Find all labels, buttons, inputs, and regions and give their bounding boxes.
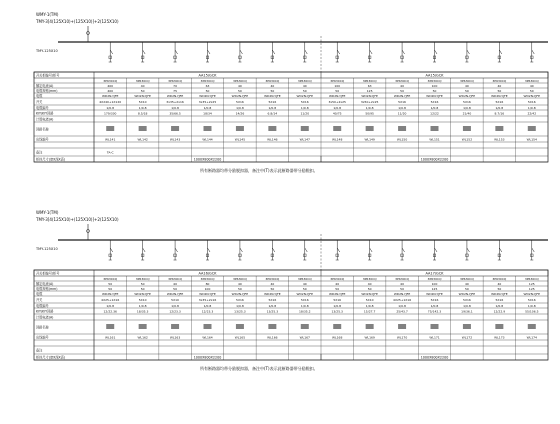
table-cell: 100 bbox=[431, 281, 438, 286]
cabinet-group-label: AA16/GCK bbox=[198, 271, 217, 276]
table-cell: WD2N-YJFE bbox=[426, 291, 443, 296]
table-cell: WD2N-YJFE bbox=[361, 291, 378, 296]
table-cell: 1/0.8 bbox=[398, 303, 406, 308]
table-cell: 50 bbox=[205, 88, 210, 93]
table-cell: 50 bbox=[238, 88, 242, 93]
row-label: 柜体尺寸(宽X深X高) bbox=[36, 355, 66, 360]
table-cell: 40 bbox=[529, 83, 534, 88]
table-cell: 8.5/18 bbox=[137, 111, 148, 116]
table-cell: 40 bbox=[173, 281, 177, 286]
table-cell: 3P630CQ bbox=[395, 276, 410, 281]
table-cell: 3P630CQ bbox=[524, 78, 539, 83]
table-cell: 3P630CQ bbox=[427, 78, 442, 83]
table-cell: 5X16 bbox=[268, 99, 277, 104]
row-label: 电缆规格(mm) bbox=[36, 88, 58, 93]
table-cell: 50 bbox=[108, 286, 113, 291]
table-cell: 25/43.7 bbox=[396, 309, 408, 314]
table-cell: 100 bbox=[431, 83, 438, 88]
table-cell: 5X16 bbox=[495, 297, 504, 302]
table-cell: WL162 bbox=[137, 335, 148, 340]
table-cell: 3x50+2x25 bbox=[360, 99, 379, 104]
cabinet-dimensions: 1000X800X2200 bbox=[420, 355, 449, 360]
table-cell: 12/23.3 bbox=[201, 309, 214, 314]
table-cell: 40 bbox=[465, 83, 469, 88]
table-cell: 5X10 bbox=[138, 99, 147, 104]
table-cell: WD2N-YJFE bbox=[361, 93, 378, 98]
table-cell: 75/142.3 bbox=[427, 309, 442, 314]
table-cell: WL145 bbox=[234, 137, 246, 142]
row-label: 出线编号 bbox=[36, 335, 49, 340]
row-label: 备注 bbox=[36, 348, 43, 353]
table-cell: 50 bbox=[140, 281, 145, 286]
bus-label-left: TMY-125X10 bbox=[36, 49, 58, 53]
table-cell: WL171 bbox=[429, 335, 440, 340]
table-cell: 1/0.8 bbox=[333, 303, 342, 308]
table-cell: 1/0.8 bbox=[463, 303, 471, 308]
row-label: 开关柜编号/柜号 bbox=[36, 73, 60, 78]
table-cell: 1/0.8 bbox=[171, 105, 179, 110]
table-cell: 1/0.8 bbox=[365, 303, 374, 308]
table-cell: 1/0.8 bbox=[398, 105, 406, 110]
table-cell: WL142 bbox=[137, 137, 148, 142]
cabinet-dimensions: 1000X800X2200 bbox=[193, 355, 222, 360]
table-cell: 40 bbox=[497, 281, 502, 286]
table-cell: 50 bbox=[335, 286, 340, 291]
load-symbol bbox=[268, 324, 276, 329]
table-cell: 3P630CQ bbox=[330, 78, 345, 83]
load-symbol bbox=[431, 126, 439, 131]
table-cell: WD2N-YJFE bbox=[393, 291, 411, 296]
table-cell: WD2N-YJFE bbox=[231, 291, 249, 296]
table-cell: 3P630CQ bbox=[200, 276, 215, 281]
table-cell: 1/0.8 bbox=[300, 105, 309, 110]
table-cell: 50 bbox=[529, 88, 534, 93]
table-cell: 5X16 bbox=[463, 99, 471, 104]
table-cell: 3P630CQ bbox=[395, 78, 410, 83]
table-cell: 3P630CQ bbox=[330, 276, 345, 281]
table-cell: 1/0.8 bbox=[495, 303, 504, 308]
row-label: 开关柜编号/柜号 bbox=[36, 271, 60, 276]
table-cell: 40 bbox=[335, 281, 340, 286]
table-cell: WL167 bbox=[299, 335, 310, 340]
table-cell: WD2N-YJFE bbox=[166, 291, 184, 296]
load-symbol bbox=[236, 324, 244, 329]
table-cell: 15/27.7 bbox=[363, 309, 376, 314]
table-cell: 5X16 bbox=[268, 297, 277, 302]
row-label: 计算电流(A) bbox=[36, 315, 54, 320]
table-cell: 55/106.5 bbox=[525, 309, 539, 314]
row-label: 出线编号 bbox=[36, 137, 49, 142]
table-cell: 125 bbox=[366, 88, 373, 93]
table-cell: WD2N-YJFE bbox=[101, 291, 119, 296]
table-cell: 50 bbox=[270, 88, 275, 93]
table-cell: 100 bbox=[204, 286, 211, 291]
table-cell: WD2N-YJFE bbox=[458, 291, 476, 296]
table-cell: 3P630CQ bbox=[297, 78, 312, 83]
table-cell: 3P630CQ bbox=[135, 78, 150, 83]
table-cell: 40 bbox=[270, 281, 275, 286]
row-label: 电缆 bbox=[36, 291, 43, 296]
table-cell: 50/95 bbox=[365, 111, 374, 116]
table-cell: 1/0.8 bbox=[495, 105, 504, 110]
table-cell: 40 bbox=[497, 83, 502, 88]
bus-spec: TMY-3[4(125X10)+(125X10)]+2(125X10) bbox=[36, 217, 119, 222]
table-cell: 50 bbox=[335, 88, 340, 93]
table-cell: 50 bbox=[270, 286, 275, 291]
table-cell: 3P630CQ bbox=[297, 276, 312, 281]
table-cell: WD2N-YJFE bbox=[134, 291, 151, 296]
table-cell: 5X16 bbox=[236, 297, 244, 302]
table-cell: WD2N-YJFE bbox=[393, 93, 411, 98]
table-cell: 40 bbox=[238, 281, 242, 286]
table-cell: 21/40 bbox=[462, 111, 472, 116]
table-cell: 5X16 bbox=[398, 99, 406, 104]
table-cell: 400 bbox=[107, 83, 114, 88]
table-cell: 35/66.5 bbox=[169, 111, 181, 116]
table-cell: 125 bbox=[528, 286, 535, 291]
table-cell: 13/25.3 bbox=[331, 309, 343, 314]
table-cell: 1/0.8 bbox=[430, 105, 439, 110]
table-cell: 11/20 bbox=[300, 111, 310, 116]
table-cell: 1/0.8 bbox=[430, 303, 439, 308]
row-label: KIY/KIY回路 bbox=[36, 111, 54, 116]
table-cell: WL152 bbox=[461, 137, 473, 142]
row-label: 额定电流(A) bbox=[36, 281, 54, 286]
load-symbol bbox=[268, 126, 276, 131]
load-symbol bbox=[495, 324, 503, 329]
load-symbol bbox=[139, 324, 147, 329]
table-cell: 3P630CQ bbox=[168, 276, 183, 281]
table-cell: WL169 bbox=[364, 335, 375, 340]
table-cell: 3P630CQ bbox=[135, 276, 150, 281]
row-label: 回路名称 bbox=[36, 127, 49, 132]
table-cell: 100 bbox=[334, 83, 341, 88]
table-cell: 3P630CQ bbox=[492, 276, 507, 281]
table-cell: 8.7/16 bbox=[494, 111, 505, 116]
table-cell: 40 bbox=[400, 281, 404, 286]
table-cell: 4X25+1X16 bbox=[393, 297, 412, 302]
load-symbol bbox=[528, 324, 536, 329]
table-cell: WD2N-YJFE bbox=[134, 93, 151, 98]
table-cell: 40 bbox=[270, 83, 275, 88]
table-cell: 3P630CQ bbox=[168, 78, 183, 83]
row-label: 计算电流(A) bbox=[36, 117, 54, 122]
table-cell: 3P630CQ bbox=[459, 276, 474, 281]
table-cell: WL166 bbox=[267, 335, 278, 340]
row-label: KIY/KIY回路 bbox=[36, 309, 54, 314]
table-cell: WL172 bbox=[461, 335, 473, 340]
table-cell: 70 bbox=[173, 83, 177, 88]
table-cell: WL150 bbox=[396, 137, 408, 142]
table-cell: 5X10 bbox=[365, 297, 374, 302]
table-cell: WD2N-YJFE bbox=[101, 93, 119, 98]
table-cell: 40 bbox=[140, 83, 145, 88]
table-cell: WD2N-YJFE bbox=[231, 93, 249, 98]
load-symbol bbox=[528, 126, 536, 131]
table-cell: 1/0.8 bbox=[106, 105, 115, 110]
table-cell: 3P630CQ bbox=[524, 276, 539, 281]
table-cell: 12/22.9 bbox=[493, 309, 506, 314]
table-cell: WD2N-YJFE bbox=[491, 93, 508, 98]
table-cell: 50 bbox=[238, 286, 242, 291]
table-cell: 3P630CQ bbox=[362, 276, 377, 281]
cabinet-group-label: AA17/GCK bbox=[425, 271, 444, 276]
load-symbol bbox=[463, 126, 471, 131]
table-cell: 1/0.8 bbox=[527, 105, 536, 110]
table-cell: 1/0.8 bbox=[138, 105, 147, 110]
row-label: 电缆编号 bbox=[36, 303, 49, 308]
table-cell: 400 bbox=[107, 88, 114, 93]
load-symbol bbox=[106, 324, 114, 329]
bus-spec: TMY-3[4(125X10)+(125X10)]+2(125X10) bbox=[36, 19, 119, 24]
table-cell: 1/0.8 bbox=[300, 303, 309, 308]
table-cell: WD2N-YJFE bbox=[264, 291, 281, 296]
table-cell: WL146 bbox=[267, 137, 278, 142]
table-cell: 5X16 bbox=[527, 99, 536, 104]
table-cell: WD2N-YJFE bbox=[166, 93, 184, 98]
table-cell: 3x35+2x25 bbox=[198, 99, 217, 104]
table-cell: 179/330 bbox=[103, 111, 117, 116]
row-label: 电缆 bbox=[36, 93, 43, 98]
load-symbol bbox=[333, 324, 341, 329]
table-cell: WL147 bbox=[299, 137, 310, 142]
load-symbol bbox=[463, 324, 471, 329]
table-cell: 11/20 bbox=[397, 111, 407, 116]
table-cell: 1/0.8 bbox=[268, 105, 277, 110]
load-symbol bbox=[333, 126, 341, 131]
table-cell: 5X16 bbox=[527, 297, 536, 302]
table-cell: 40 bbox=[302, 83, 307, 88]
table-cell: WD2N-YJFE bbox=[296, 93, 314, 98]
table-cell: 5X16 bbox=[463, 297, 471, 302]
table-cell: 125 bbox=[528, 281, 535, 286]
table-cell: WD2N-YJFE bbox=[491, 291, 508, 296]
table-cell: 22/42 bbox=[527, 111, 537, 116]
table-cell: 5X16 bbox=[430, 297, 439, 302]
table-cell: WD2N-YJFE bbox=[523, 291, 541, 296]
cabinet-dimensions: 1000X800X2200 bbox=[193, 157, 222, 162]
drawing-note: 所有断路器均带分励脱扣器，备注中(T)表示此断路器带分励脱扣。 bbox=[200, 366, 318, 371]
table-cell: WD2N-YJFE bbox=[458, 93, 476, 98]
load-symbol bbox=[495, 126, 503, 131]
table-cell: 13/25.3 bbox=[266, 309, 279, 314]
table-cell: 50 bbox=[302, 286, 307, 291]
table-cell: 63 bbox=[205, 83, 210, 88]
table-cell: 50 bbox=[497, 88, 502, 93]
table-cell: 50 bbox=[108, 281, 113, 286]
table-cell: WD2N-YJFE bbox=[296, 291, 314, 296]
table-cell: WD2N-YJFE bbox=[199, 93, 216, 98]
table-cell: 4X25+1X16 bbox=[101, 297, 120, 302]
table-cell: WL141 bbox=[105, 137, 116, 142]
table-cell: 50 bbox=[400, 88, 404, 93]
table-cell: WL143 bbox=[169, 137, 181, 142]
table-cell: WD2N-YJFE bbox=[328, 93, 346, 98]
table-cell: 1/0.8 bbox=[236, 303, 244, 308]
load-symbol bbox=[106, 126, 114, 131]
load-symbol bbox=[431, 324, 439, 329]
load-symbol bbox=[204, 126, 212, 131]
table-cell: 63 bbox=[367, 83, 372, 88]
table-cell: 5X16 bbox=[300, 297, 309, 302]
table-cell: 3x35+2x16 bbox=[198, 297, 217, 302]
cabinet-group-label: AA15/GCK bbox=[425, 73, 444, 78]
load-symbol bbox=[236, 126, 244, 131]
table-cell: 50 bbox=[465, 286, 469, 291]
table-cell: WL164 bbox=[202, 335, 213, 340]
table-cell: 1/0.8 bbox=[527, 303, 536, 308]
table-cell: 5X16 bbox=[236, 99, 244, 104]
table-cell: 50 bbox=[367, 286, 372, 291]
row-label: 开关 bbox=[36, 99, 43, 104]
table-cell: 40/75 bbox=[332, 111, 342, 116]
row-label: 备注 bbox=[36, 150, 43, 155]
table-cell: 1/0.8 bbox=[171, 303, 179, 308]
table-cell: 1/0.8 bbox=[365, 105, 374, 110]
table-cell: WL165 bbox=[234, 335, 246, 340]
table-cell: WD2N-YJFE bbox=[426, 93, 443, 98]
table-cell: WL163 bbox=[169, 335, 181, 340]
table-cell: 50 bbox=[140, 88, 145, 93]
table-cell: 18/35.3 bbox=[136, 309, 149, 314]
table-cell: WL170 bbox=[396, 335, 408, 340]
load-symbol bbox=[171, 324, 179, 329]
table-cell: WD2N-YJFE bbox=[523, 93, 541, 98]
table-cell: 3P630CQ bbox=[103, 78, 118, 83]
table-cell: 12/23.3 bbox=[169, 309, 181, 314]
table-cell: 40 bbox=[302, 281, 307, 286]
table-cell: 1/0.8 bbox=[203, 303, 212, 308]
load-symbol bbox=[204, 324, 212, 329]
drawing-note: 所有断路器均带分励脱扣器，备注中(T)表示此断路器带分励脱扣。 bbox=[200, 168, 318, 173]
table-cell: 3P630CQ bbox=[265, 78, 280, 83]
bus-label: WMY-1(TM) bbox=[36, 210, 59, 215]
table-cell: 3x35+2x16 bbox=[166, 99, 184, 104]
row-label: 开关 bbox=[36, 297, 43, 302]
table-cell: 50 bbox=[173, 286, 177, 291]
table-cell: 1/0.8 bbox=[463, 105, 471, 110]
bus-label: WMY-1(TM) bbox=[36, 12, 59, 17]
table-cell: 5X16 bbox=[430, 99, 439, 104]
load-symbol bbox=[366, 324, 374, 329]
table-cell: 6.8/14 bbox=[267, 111, 278, 116]
row-label: 柜体尺寸(宽X深X高) bbox=[36, 157, 66, 162]
table-cell: 50 bbox=[497, 286, 502, 291]
table-cell: 1/0.8 bbox=[333, 105, 342, 110]
table-cell: 3P630CQ bbox=[232, 78, 247, 83]
table-cell: 80 bbox=[205, 281, 210, 286]
table-cell: 12/22 bbox=[430, 111, 439, 116]
load-symbol bbox=[398, 126, 406, 131]
table-cell: 50 bbox=[432, 88, 437, 93]
table-cell: WL168 bbox=[332, 335, 343, 340]
table-cell: 50 bbox=[302, 88, 307, 93]
cabinet-dimensions: 1000X800X2200 bbox=[420, 157, 449, 162]
bus-label-left: TMY-125X10 bbox=[36, 247, 58, 251]
table-cell: 1/0.8 bbox=[268, 303, 277, 308]
table-cell: 5X16 bbox=[495, 99, 504, 104]
table-cell: 12/22.36 bbox=[103, 309, 117, 314]
table-cell: 3P630CQ bbox=[492, 78, 507, 83]
table-cell: WL173 bbox=[494, 335, 505, 340]
table-cell: WD2N-YJFE bbox=[199, 291, 216, 296]
table-cell: WL154 bbox=[526, 137, 537, 142]
row-label: 额定电流(A) bbox=[36, 83, 54, 88]
row-label: 回路名称 bbox=[36, 325, 49, 330]
table-cell: 75 bbox=[173, 88, 177, 93]
table-cell: 1/0.8 bbox=[203, 105, 212, 110]
table-cell: WD2N-YJFE bbox=[264, 93, 281, 98]
table-cell: 18/34 bbox=[203, 111, 212, 116]
table-cell: 50 bbox=[465, 88, 469, 93]
table-cell: 3P630CQ bbox=[103, 276, 118, 281]
table-cell: 125 bbox=[431, 286, 438, 291]
table-cell: 5X10 bbox=[171, 297, 179, 302]
table-cell: 40 bbox=[367, 281, 372, 286]
table-cell: WL144 bbox=[202, 137, 213, 142]
table-cell: WL174 bbox=[526, 335, 537, 340]
table-cell: 50 bbox=[400, 286, 404, 291]
table-cell: 3x50+2x25 bbox=[328, 99, 346, 104]
table-cell: 40 bbox=[238, 83, 242, 88]
table-cell: 5X10 bbox=[138, 297, 147, 302]
table-cell: 1/0.8 bbox=[236, 105, 244, 110]
table-cell: 40 bbox=[465, 281, 469, 286]
table-cell: 14/26 bbox=[235, 111, 245, 116]
cabinet-group-label: AA15/GCK bbox=[198, 73, 217, 78]
table-cell: 18/35.2 bbox=[299, 309, 311, 314]
table-cell: 3P630CQ bbox=[232, 276, 247, 281]
row-label: 电缆规格(mm) bbox=[36, 286, 58, 291]
load-symbol bbox=[301, 324, 309, 329]
table-cell: 40 bbox=[400, 83, 404, 88]
row-label: 电缆编号 bbox=[36, 105, 49, 110]
table-cell: WL161 bbox=[105, 335, 116, 340]
table-cell: 5X16 bbox=[300, 99, 309, 104]
table-cell: 3P630CQ bbox=[200, 78, 215, 83]
table-cell: WL148 bbox=[332, 137, 343, 142]
table-cell: WD2N-YJFE bbox=[328, 291, 346, 296]
table-cell: 4X240+1X120 bbox=[99, 99, 122, 104]
table-cell: 50 bbox=[140, 286, 145, 291]
table-cell: WL149 bbox=[364, 137, 375, 142]
table-cell: 3P630CQ bbox=[265, 276, 280, 281]
table-cell: 1/0.8 bbox=[138, 303, 147, 308]
table-cell: 3P630CQ bbox=[362, 78, 377, 83]
table-cell: WL153 bbox=[494, 137, 505, 142]
table-cell: 1/0.8 bbox=[106, 303, 115, 308]
table-cell: 19/36.1 bbox=[461, 309, 473, 314]
table-cell: 5X16 bbox=[333, 297, 342, 302]
load-symbol bbox=[301, 126, 309, 131]
table-cell: WL151 bbox=[429, 137, 440, 142]
load-symbol bbox=[366, 126, 374, 131]
table-cell: 3P630CQ bbox=[427, 276, 442, 281]
load-symbol bbox=[398, 324, 406, 329]
table-cell: 3P630CQ bbox=[459, 78, 474, 83]
table-cell: 13/25.3 bbox=[234, 309, 246, 314]
table-cell: TA-C bbox=[106, 150, 114, 155]
load-symbol bbox=[139, 126, 147, 131]
load-symbol bbox=[171, 126, 179, 131]
